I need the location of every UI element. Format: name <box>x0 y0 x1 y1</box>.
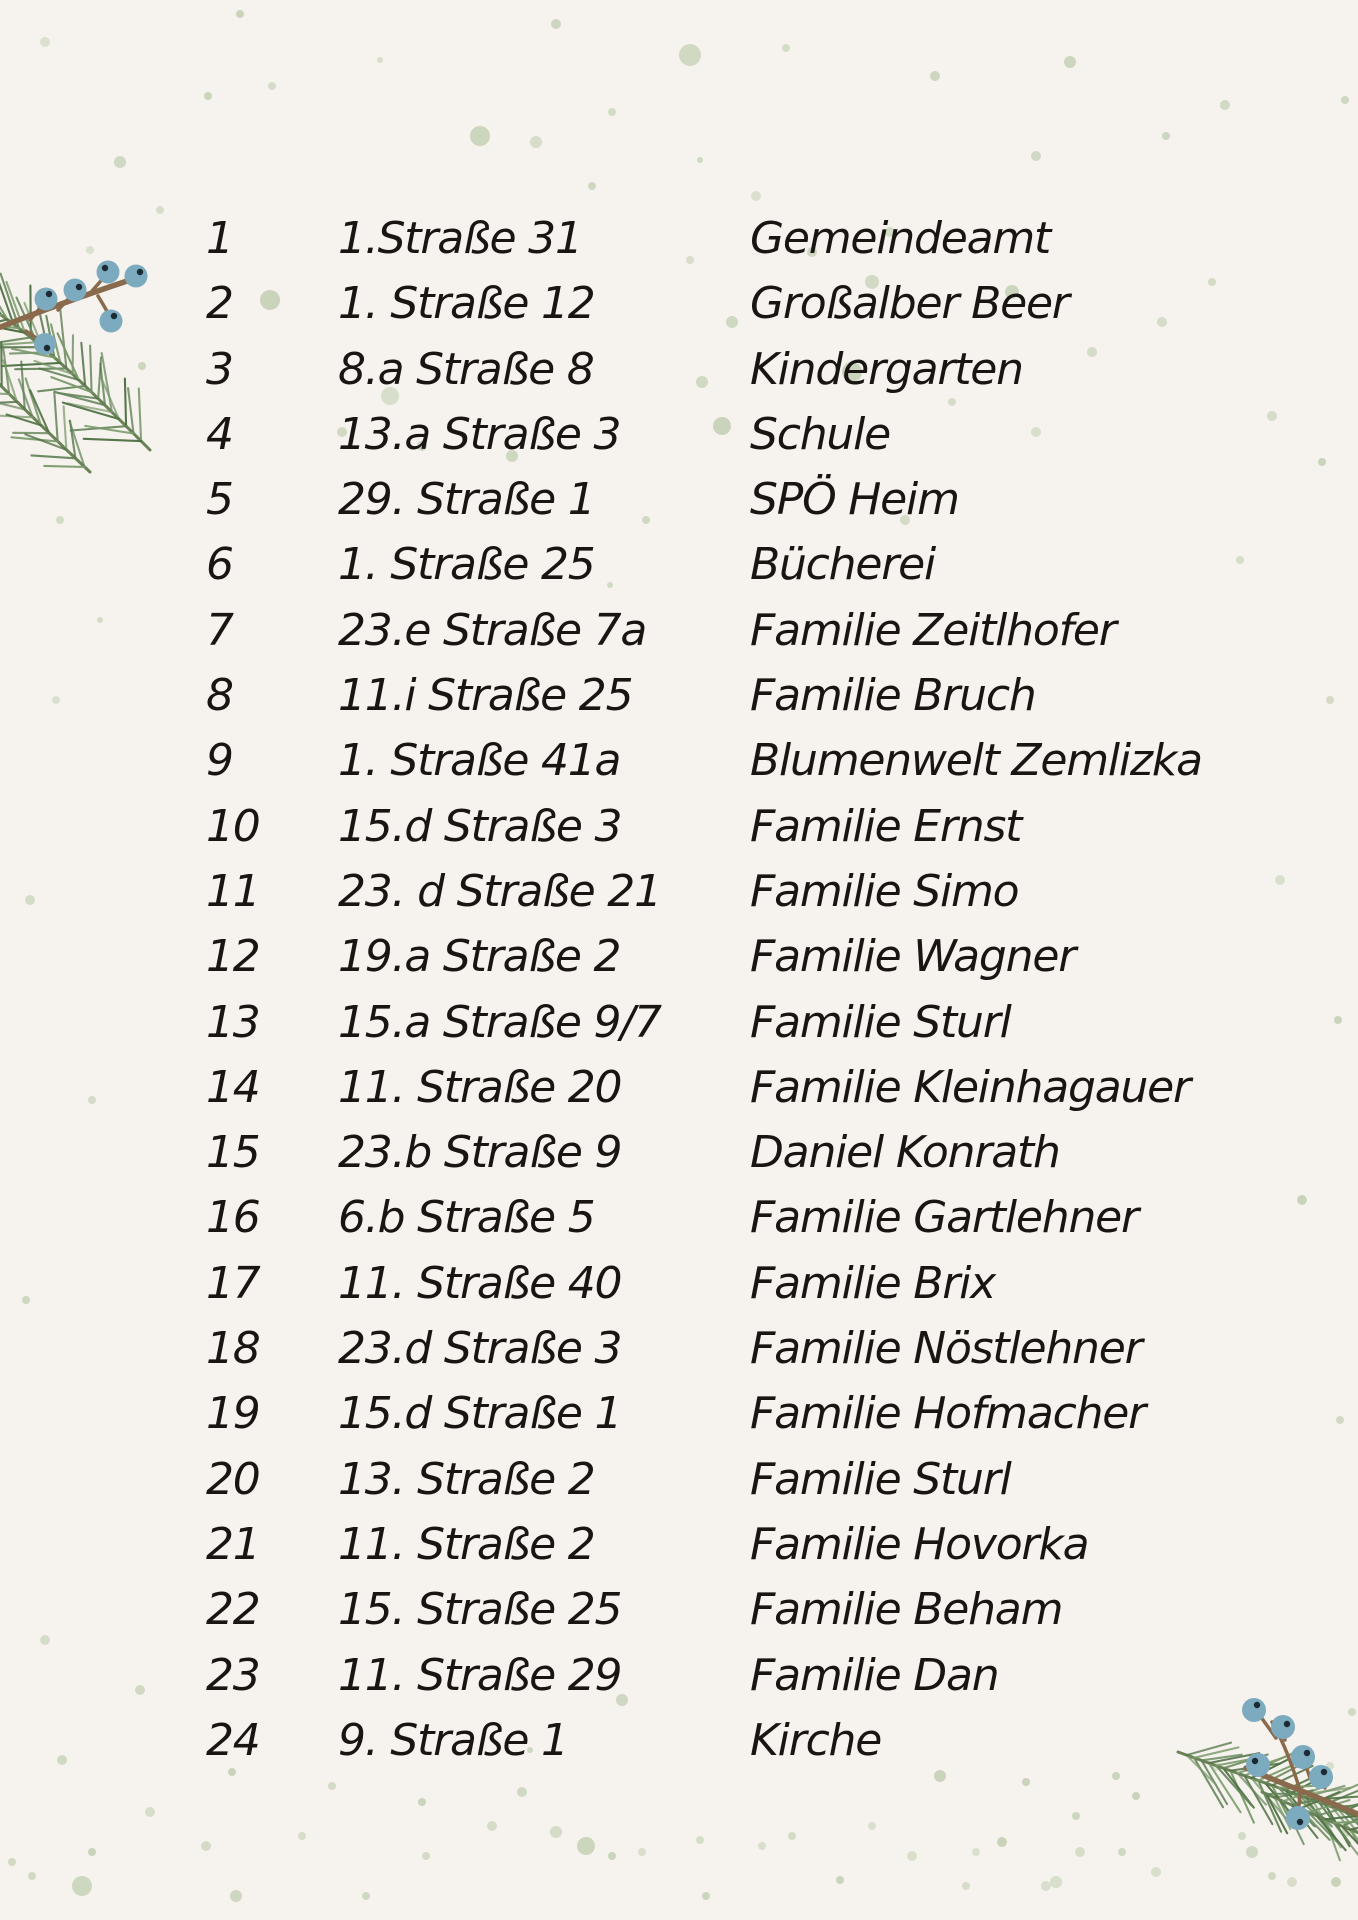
list-item <box>0 663 1358 728</box>
recipient-name: Familie Brix <box>750 1257 996 1309</box>
list-item <box>0 598 1358 663</box>
address: 19.a Straße 2 <box>338 931 621 983</box>
address: 23.b Straße 9 <box>338 1127 622 1179</box>
address: 9. Straße 1 <box>338 1714 568 1766</box>
list-item <box>0 924 1358 989</box>
list-item <box>0 1055 1358 1120</box>
door-number: 18 <box>206 1323 260 1375</box>
recipient-name: Familie Wagner <box>750 931 1076 983</box>
address: 15. Straße 25 <box>338 1584 622 1636</box>
door-number: 17 <box>206 1257 260 1309</box>
recipient-name: Familie Sturl <box>750 996 1011 1048</box>
recipient-name: Familie Hovorka <box>750 1518 1089 1570</box>
door-number: 4 <box>206 408 233 460</box>
address: 13. Straße 2 <box>338 1453 595 1505</box>
recipient-name: Familie Gartlehner <box>750 1192 1138 1244</box>
recipient-name: Familie Nöstlehner <box>750 1323 1142 1375</box>
list-item <box>0 402 1358 467</box>
address: 23. d Straße 21 <box>338 865 661 917</box>
list-item <box>0 1447 1358 1512</box>
address: 1. Straße 12 <box>338 278 595 330</box>
door-number: 5 <box>206 474 233 526</box>
address: 11. Straße 29 <box>338 1649 622 1701</box>
recipient-name: Schule <box>750 408 890 460</box>
address: 11.i Straße 25 <box>338 670 633 722</box>
address: 1.Straße 31 <box>338 213 582 264</box>
door-number: 16 <box>206 1192 260 1244</box>
list-item <box>0 1185 1358 1250</box>
address: 15.d Straße 1 <box>338 1388 622 1440</box>
list-item <box>0 532 1358 597</box>
address: 11. Straße 2 <box>338 1518 595 1570</box>
list-item <box>0 1512 1358 1577</box>
address: 11. Straße 40 <box>338 1257 622 1309</box>
recipient-name: Großalber Beer <box>750 278 1069 330</box>
recipient-name: Familie Sturl <box>750 1453 1011 1505</box>
address: 15.d Straße 3 <box>338 800 622 852</box>
door-number: 23 <box>206 1649 260 1701</box>
recipient-name: Familie Hofmacher <box>750 1388 1146 1440</box>
door-number: 11 <box>206 865 260 917</box>
address: 1. Straße 25 <box>338 539 595 591</box>
list-item <box>0 1251 1358 1316</box>
door-number: 20 <box>206 1453 260 1505</box>
door-number: 2 <box>206 278 233 330</box>
address-list <box>0 206 1358 1773</box>
recipient-name: Daniel Konrath <box>750 1127 1060 1179</box>
recipient-name: Kindergarten <box>750 343 1023 395</box>
door-number: 12 <box>206 931 260 983</box>
address: 23.e Straße 7a <box>338 604 647 656</box>
address: 29. Straße 1 <box>338 474 595 526</box>
door-number: 9 <box>206 735 233 787</box>
recipient-name: Bücherei <box>750 539 936 591</box>
recipient-name: Gemeindeamt <box>750 213 1051 264</box>
list-item <box>0 728 1358 793</box>
door-number: 3 <box>206 343 233 395</box>
list-item <box>0 1708 1358 1773</box>
address: 13.a Straße 3 <box>338 408 621 460</box>
list-item <box>0 859 1358 924</box>
list-item <box>0 990 1358 1055</box>
address: 1. Straße 41a <box>338 735 621 787</box>
address: 15.a Straße 9/7 <box>338 996 661 1048</box>
door-number: 13 <box>206 996 260 1048</box>
address: 23.d Straße 3 <box>338 1323 622 1375</box>
door-number: 6 <box>206 539 233 591</box>
list-item <box>0 467 1358 532</box>
list-item <box>0 794 1358 859</box>
address: 8.a Straße 8 <box>338 343 594 395</box>
door-number: 19 <box>206 1388 260 1440</box>
recipient-name: Familie Bruch <box>750 670 1036 722</box>
list-item <box>0 206 1358 271</box>
recipient-name: SPÖ Heim <box>750 474 959 526</box>
recipient-name: Familie Ernst <box>750 800 1022 852</box>
door-number: 8 <box>206 670 233 722</box>
list-item <box>0 271 1358 336</box>
recipient-name: Familie Zeitlhofer <box>750 604 1116 656</box>
door-number: 10 <box>206 800 260 852</box>
list-item <box>0 1120 1358 1185</box>
list-item <box>0 1643 1358 1708</box>
list-item <box>0 1577 1358 1642</box>
address: 11. Straße 20 <box>338 1061 622 1113</box>
recipient-name: Familie Beham <box>750 1584 1063 1636</box>
door-number: 24 <box>206 1714 260 1766</box>
list-item <box>0 337 1358 402</box>
recipient-name: Kirche <box>750 1714 882 1766</box>
door-number: 14 <box>206 1061 260 1113</box>
recipient-name: Familie Dan <box>750 1649 999 1701</box>
recipient-name: Familie Kleinhagauer <box>750 1061 1190 1113</box>
list-item <box>0 1316 1358 1381</box>
door-number: 21 <box>206 1518 260 1570</box>
address: 6.b Straße 5 <box>338 1192 595 1244</box>
recipient-name: Blumenwelt Zemlizka <box>750 735 1202 787</box>
door-number: 22 <box>206 1584 260 1636</box>
door-number: 1 <box>206 213 233 264</box>
door-number: 15 <box>206 1127 260 1179</box>
list-item <box>0 1381 1358 1446</box>
recipient-name: Familie Simo <box>750 865 1019 917</box>
door-number: 7 <box>206 604 233 656</box>
